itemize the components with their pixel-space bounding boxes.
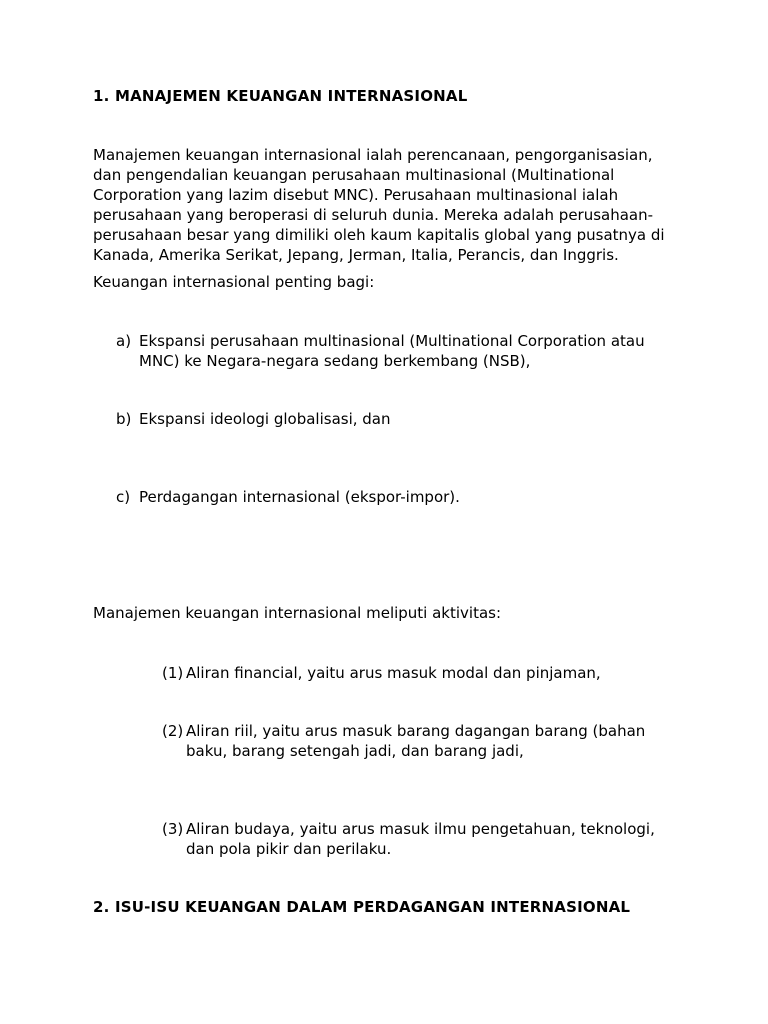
list-item xyxy=(116,409,676,429)
list-item-text: Perdagangan internasional (ekspor-impor). xyxy=(139,488,460,506)
list-marker: a) xyxy=(116,332,132,350)
list-marker: b) xyxy=(116,410,132,428)
list-marker: (3) xyxy=(162,820,184,838)
section-2-heading: 2. ISU-ISU KEUANGAN DALAM PERDAGANGAN INTERNASIONAL xyxy=(93,898,631,916)
list-item-text: Aliran budaya, yaitu arus masuk ilmu pengetahuan, teknologi, dan pola pikir dan perilaku. xyxy=(186,820,655,858)
list-item-text: Aliran financial, yaitu arus masuk modal dan pinjaman, xyxy=(186,664,601,682)
list-marker: (1) xyxy=(162,664,184,682)
list-item-text: Aliran riil, yaitu arus masuk barang dagangan barang (bahan baku, barang setengah jadi, dan barang jadi, xyxy=(186,722,646,760)
list-item xyxy=(116,331,676,371)
list-item xyxy=(116,487,676,507)
list-marker: c) xyxy=(116,488,131,506)
activities-intro: Manajemen keuangan internasional meliputi aktivitas: xyxy=(93,604,502,622)
importance-intro: Keuangan internasional penting bagi: xyxy=(93,273,375,291)
list-marker: (2) xyxy=(162,722,184,740)
list-item-text: Ekspansi perusahaan multinasional (Multinational Corporation atau MNC) ke Negara-negara sedang berkembang (NSB), xyxy=(139,332,645,370)
section-1-heading: 1. MANAJEMEN KEUANGAN INTERNASIONAL xyxy=(93,87,468,105)
intro-paragraph: Manajemen keuangan internasional ialah perencanaan, pengorganisasian, dan pengendalian keuangan perusahaan multinasional (Multinational Corporation yang lazim disebut MNC). Perusahaan multinasional ialah perusahaan yang beroperasi di seluruh dunia. Mereka adalah perusahaan-perusahaan besar yang dimiliki oleh kaum kapitalis global yang pusatnya di Kanada, Amerika Serikat, Jepang, Jerman, Italia, Perancis, dan Inggris. xyxy=(93,146,665,264)
list-item xyxy=(162,819,678,859)
list-item xyxy=(162,721,678,761)
list-item-text: Ekspansi ideologi globalisasi, dan xyxy=(139,410,391,428)
list-item xyxy=(162,663,678,683)
